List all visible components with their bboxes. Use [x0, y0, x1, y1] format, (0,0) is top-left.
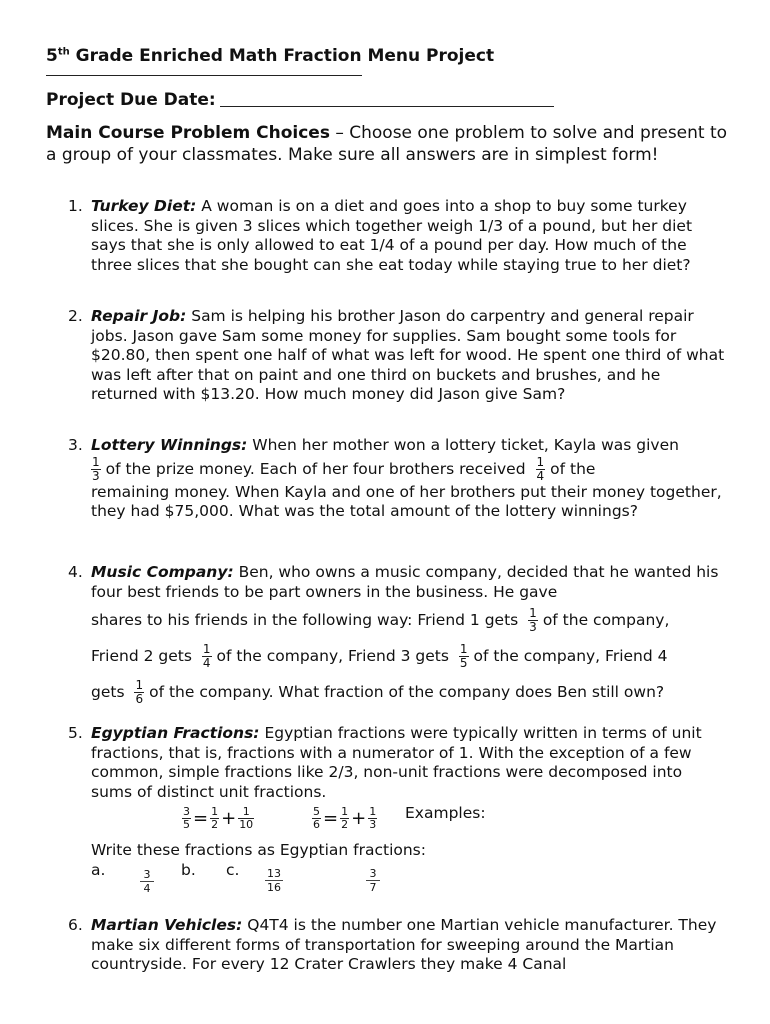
problem-3: 3. Lottery Winnings: When her mother won a lottery ticket, Kayla was given $\frac{1}{3}$ of the prize money. Each of her four brothers received $\frac{1}{4}$ of the remaining money. When Kayla and one of her brothers put their money together, they had $75,000. What was the total amount of the lottery winnings?	[68, 436, 722, 520]
instructions: Write these fractions as Egyptian fractions:	[91, 841, 426, 859]
label-c: c.	[226, 861, 240, 879]
intro-heading: Main Course Problem Choices	[46, 123, 330, 143]
intro-paragraph: Main Course Problem Choices – Choose one problem to solve and present to a group of your classmates. Make sure all answers are in simplest form!	[46, 123, 728, 165]
question-a-fraction: 3 4	[140, 868, 154, 895]
label-a: a.	[91, 861, 106, 879]
fraction: $\frac{1}{6}$	[135, 678, 144, 706]
question-b-fraction: 13 16	[267, 867, 281, 894]
fraction: $\frac{1}{4}$	[202, 642, 211, 670]
due-date-blank	[220, 106, 554, 107]
problem-4: 4. Music Company: Ben, who owns a music company, decided that he wanted his four best friends to be part owners in the business. He gave shares to his friends in the following way: Friend 1 gets $\frac{1}{3}$ of the company, Friend 2 gets $\frac{1}{4}$ of the company, Friend 3 gets $\frac{1}{5}$ of the company, Friend 4 gets $\frac{1}{6}$ of the company. What fraction of the company does Ben still own?	[68, 563, 719, 706]
problem-5: 5. Egyptian Fractions: Egyptian fractions were typically written in terms of unit fractions, that is, fractions with a numerator of 1. With the exception of a few common, simple fractions like 2/3, non-unit fractions were decomposed into sums of distinct unit fractions. $\frac{3}{5}$ = $\frac{1}{2}$ + $\frac{1}{10}$ $\frac{5}{6}$ = $\frac{1}{2}$ + $\frac{1}{3}$ Examples: Write these fractions as Egyptian fractions: a. b. c. 3 4 13 16 3 7	[68, 724, 702, 895]
name-blank-line	[46, 75, 362, 76]
label-b: b.	[181, 861, 196, 879]
examples-label: Examples:	[405, 804, 486, 822]
question-c-fraction: 3 7	[366, 867, 380, 894]
fraction: $\frac{1}{5}$	[459, 642, 468, 670]
due-date-line: Project Due Date:	[46, 90, 554, 110]
problem-1: 1. Turkey Diet: A woman is on a diet and goes into a shop to buy some turkey slices. She is given 3 slices which together weigh 1/3 of a pound, but her diet says that she is only allowed to eat 1/4 of a pound per day. How much of the three slices that she bought can she eat today while staying true to her diet?	[68, 197, 693, 274]
problem-2: 2. Repair Job: Sam is helping his brother Jason do carpentry and general repair jobs. Jason gave Sam some money for supplies. Sam bought some tools for $20.80, then spent one half of what was left for wood. He spent one third of what was left after that on paint and one third on buckets and brushes, and he returned with $13.20. How much money did Jason give Sam?	[68, 307, 725, 403]
fraction: $\frac{1}{3}$	[92, 454, 100, 483]
example-2: $\frac{5}{6}$ = $\frac{1}{2}$ + $\frac{1}{3}$	[313, 805, 377, 831]
problem-6: 6. Martian Vehicles: Q4T4 is the number one Martian vehicle manufacturer. They make six different forms of transportation for sweeping around the Martian countryside. For every 12 Crater Crawlers they make 4 Canal	[68, 916, 717, 973]
fraction: $\frac{1}{3}$	[529, 606, 537, 634]
page-title: 5th Grade Enriched Math Fraction Menu Project	[46, 46, 495, 66]
example-1: $\frac{3}{5}$ = $\frac{1}{2}$ + $\frac{1}{10}$	[183, 805, 254, 831]
fraction: $\frac{1}{4}$	[536, 454, 545, 483]
